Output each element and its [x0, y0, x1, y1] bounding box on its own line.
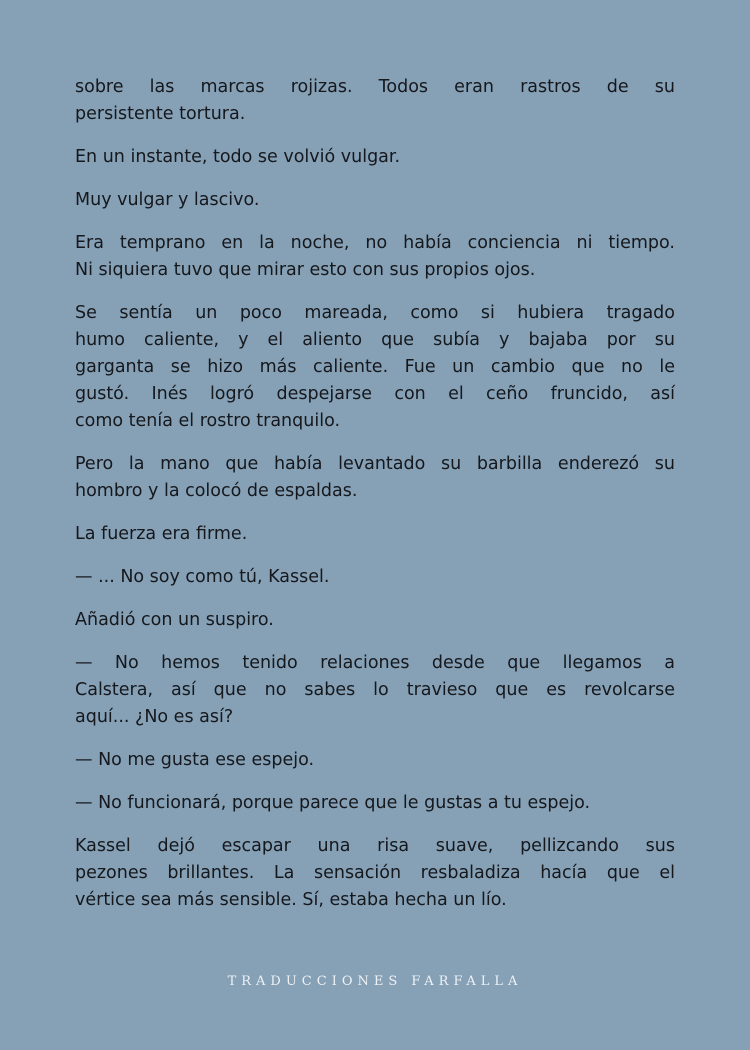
- text-line: como tenía el rostro tranquilo.: [75, 411, 341, 431]
- text-line: — No funcionará, porque parece que le gustas a tu espejo.: [75, 793, 591, 813]
- text-line: Se sentía un poco mareada, como si hubiera tragado: [75, 303, 675, 323]
- text-line: pezones brillantes. La sensación resbaladiza hacía que el: [75, 863, 675, 883]
- paragraph: [75, 833, 675, 914]
- paragraph: [75, 790, 675, 817]
- paragraph: [75, 650, 675, 731]
- text-line: La fuerza era firme.: [75, 524, 248, 544]
- paragraph: [75, 144, 675, 171]
- footer-credit: TRADUCCIONES FARFALLA: [227, 974, 523, 989]
- paragraph: [75, 187, 675, 214]
- text-line: Pero la mano que había levantado su barbilla enderezó su: [75, 454, 675, 474]
- paragraph: [75, 300, 675, 435]
- paragraph: [75, 451, 675, 505]
- text-line: Calstera, así que no sabes lo travieso que es revolcarse: [75, 680, 675, 700]
- text-line: hombro y la colocó de espaldas.: [75, 481, 358, 501]
- text-line: vértice sea más sensible. Sí, estaba hecha un lío.: [75, 890, 507, 910]
- paragraph: [75, 564, 675, 591]
- text-line: Ni siquiera tuvo que mirar esto con sus propios ojos.: [75, 260, 536, 280]
- paragraph: [75, 74, 675, 128]
- text-line: Muy vulgar y lascivo.: [75, 190, 260, 210]
- page-body: [75, 74, 675, 930]
- text-line: Añadió con un suspiro.: [75, 610, 274, 630]
- text-line: — No hemos tenido relaciones desde que llegamos a: [75, 653, 675, 673]
- text-line: gustó. Inés logró despejarse con el ceño fruncido, así: [75, 384, 675, 404]
- paragraph: [75, 747, 675, 774]
- text-line: — ... No soy como tú, Kassel.: [75, 567, 330, 587]
- text-line: garganta se hizo más caliente. Fue un cambio que no le: [75, 357, 675, 377]
- text-line: persistente tortura.: [75, 104, 246, 124]
- text-line: humo caliente, y el aliento que subía y bajaba por su: [75, 330, 675, 350]
- text-line: — No me gusta ese espejo.: [75, 750, 315, 770]
- text-line: Era temprano en la noche, no había conciencia ni tiempo.: [75, 233, 675, 253]
- text-line: Kassel dejó escapar una risa suave, pellizcando sus: [75, 836, 675, 856]
- paragraph: [75, 521, 675, 548]
- paragraph: [75, 607, 675, 634]
- text-line: aquí... ¿No es así?: [75, 707, 234, 727]
- paragraph: [75, 230, 675, 284]
- text-line: sobre las marcas rojizas. Todos eran rastros de su: [75, 77, 675, 97]
- text-line: En un instante, todo se volvió vulgar.: [75, 147, 401, 167]
